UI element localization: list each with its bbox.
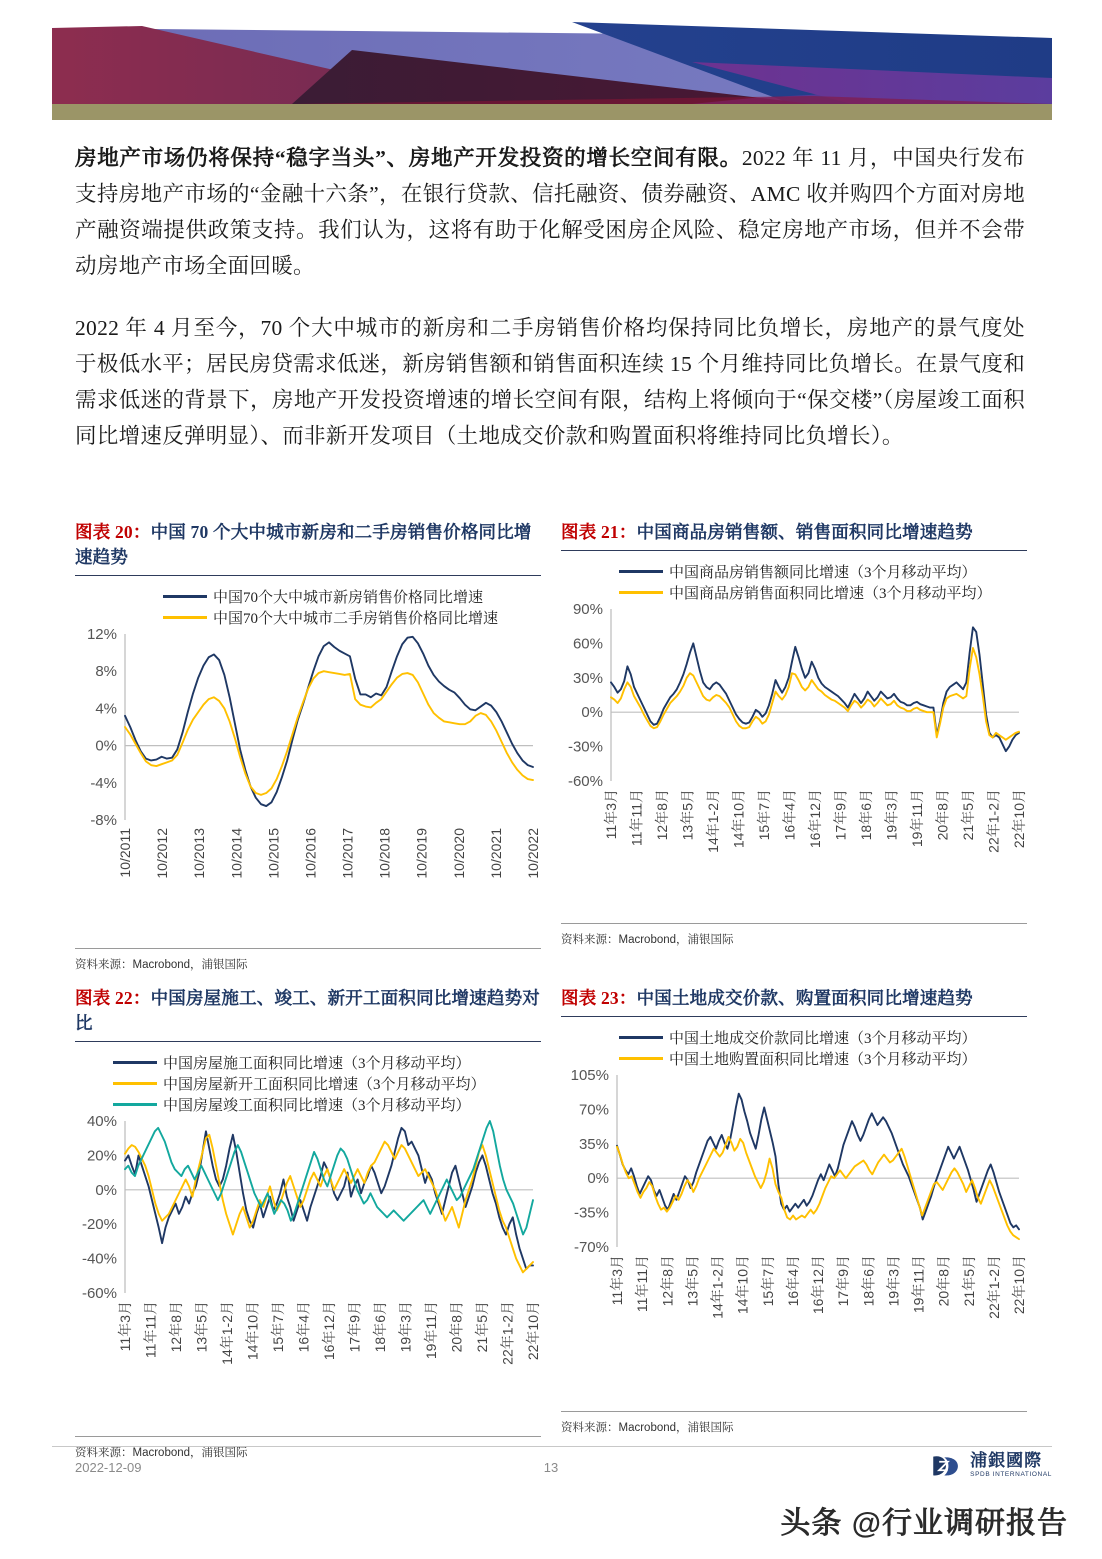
chart-plot-fig23 [561,1069,1027,1369]
x-axis-tick-label: 19年3月 [885,1255,902,1307]
chart-title-text-fig21: 中国商品房销售额、销售面积同比增速趋势 [636,522,973,542]
chart-source-fig21: 资料来源：Macrobond，浦银国际 [561,923,1027,947]
logo-text-en: SPDB INTERNATIONAL [970,1471,1052,1478]
legend-item [589,582,1027,603]
x-axis-tick-label: 10/2021 [487,828,504,879]
chart-series-line-0 [617,1094,1019,1230]
x-axis-tick-label: 18年6月 [858,789,874,841]
chart-title-fig20 [75,520,541,570]
x-axis-tick-label: 11年3月 [603,789,619,840]
y-axis-tick-label: -70% [573,1239,609,1256]
chart-card-fig21 [561,520,1027,972]
x-axis-tick-label: 20年8月 [934,789,951,841]
legend-label: 中国房屋施工面积同比增速（3个月移动平均） [163,1056,471,1072]
chart-title-fig22 [75,986,541,1036]
x-axis-tick-label: 16年12月 [810,1255,826,1315]
x-axis-tick-label: 10/2011 [117,828,133,878]
legend-swatch-icon [619,1057,663,1061]
x-axis-tick-label: 10/2016 [302,828,319,879]
x-axis-tick-label: 20年8月 [448,1301,465,1353]
chart-body-fig21 [561,553,1027,921]
chart-legend-fig21 [561,553,1027,603]
x-axis-tick-label: 13年5月 [679,789,696,841]
legend-item [103,586,541,607]
paragraph-1 [75,140,1025,284]
x-axis-tick-label: 13年5月 [193,1301,210,1353]
footer-page-number: 13 [543,1460,559,1475]
chart-series-line-1 [611,648,1019,740]
page-footer [0,1452,1102,1496]
y-axis-tick-label: 8% [95,663,117,681]
legend-swatch-icon [619,591,663,595]
x-axis-tick-label: 19年3月 [397,1301,414,1353]
legend-label: 中国土地成交价款同比增速（3个月移动平均） [669,1031,977,1047]
legend-item [103,1073,541,1094]
x-axis-tick-label: 19年11月 [910,1255,927,1314]
y-axis-tick-label: 35% [578,1135,609,1153]
x-axis-tick-label: 11年3月 [117,1301,133,1352]
y-axis-tick-label: 60% [572,635,603,653]
legend-swatch-icon [619,570,663,574]
legend-swatch-icon [113,1061,157,1065]
x-axis-tick-label: 12年8月 [654,789,670,841]
y-axis-tick-label: 30% [572,669,603,687]
x-axis-tick-label: 10/2017 [339,828,356,879]
y-axis-tick-label: 90% [572,603,603,618]
chart-figure-label-fig22: 图表 22： [75,988,151,1008]
header-banner [52,22,1052,120]
chart-title-text-fig22: 中国房屋施工、竣工、新开工面积同比增速趋势对比 [75,988,540,1033]
chart-series-line-0 [125,637,533,806]
company-logo [929,1452,1052,1479]
legend-swatch-icon [163,595,207,599]
x-axis-tick-label: 16年12月 [321,1301,337,1361]
chart-legend-fig20 [75,578,541,628]
chart-legend-fig22 [75,1044,541,1115]
legend-swatch-icon [163,616,207,620]
x-axis-tick-label: 10/2013 [191,828,208,879]
x-axis-tick-label: 14年1-2月 [709,1255,726,1319]
x-axis-tick-label: 12年8月 [168,1301,184,1353]
x-axis-tick-label: 22年1-2月 [985,1255,1002,1319]
x-axis-tick-label: 16年4月 [784,1255,801,1307]
x-axis-tick-label: 22年1-2月 [499,1301,516,1365]
x-axis-tick-label: 22年1-2月 [985,789,1002,853]
y-axis-tick-label: 0% [95,1181,117,1199]
chart-card-fig22 [75,986,541,1460]
chart-body-fig23 [561,1019,1027,1409]
y-axis-tick-label: 4% [95,700,117,718]
charts-grid [75,520,1027,1474]
x-axis-tick-label: 21年5月 [474,1301,490,1353]
x-axis-tick-label: 19年11月 [423,1301,439,1360]
chart-rule-fig22 [75,1041,541,1042]
legend-item [103,1052,541,1073]
chart-rule-fig23 [561,1016,1027,1017]
chart-source-fig23: 资料来源：Macrobond，浦银国际 [561,1411,1027,1435]
logo-text-cn: 浦銀國際 [970,1451,1043,1470]
chart-series-line-1 [617,1137,1019,1239]
y-axis-tick-label: -40% [81,1250,117,1268]
x-axis-tick-label: 16年4月 [781,789,798,841]
y-axis-tick-label: 105% [570,1069,609,1084]
legend-item [589,1048,1027,1069]
spdb-logo-icon [929,1453,963,1479]
chart-series-line-0 [611,627,1019,751]
legend-label: 中国房屋新开工面积同比增速（3个月移动平均） [163,1077,486,1093]
y-axis-tick-label: -4% [90,774,117,792]
footer-date: 2022-12-09 [75,1460,142,1475]
x-axis-tick-label: 15年7月 [759,1255,776,1307]
chart-rule-fig21 [561,550,1027,551]
legend-label: 中国70个大中城市二手房销售价格同比增速 [213,611,499,627]
x-axis-tick-label: 18年6月 [860,1255,877,1307]
legend-swatch-icon [619,1036,663,1040]
chart-title-fig23 [561,986,1027,1011]
x-axis-tick-label: 11年11月 [628,789,645,847]
x-axis-tick-label: 20年8月 [935,1255,952,1307]
x-axis-tick-label: 22年10月 [1011,1255,1027,1315]
legend-label: 中国商品房销售额同比增速（3个月移动平均） [669,565,977,581]
y-axis-tick-label: -8% [90,812,117,829]
chart-series-line-1 [125,1135,533,1273]
x-axis-tick-label: 22年10月 [1011,789,1027,849]
x-axis-tick-label: 14年10月 [244,1301,261,1361]
x-axis-tick-label: 11年11月 [142,1301,159,1359]
chart-body-fig20 [75,578,541,946]
legend-item [589,1027,1027,1048]
paragraph-1-text: 2022 年 11 月，中国央行发布支持房地产市场的“金融十六条”，在银行贷款、信托融资、债券融资、AMC 收并购四个方面对房地产融资端提供政策支持。我们认为，这将有助于化解受困房企风险、稳定房地产市场，但并不会带动房地产市场全面回暖。 [75,146,1025,278]
chart-plot-fig20 [75,628,541,928]
x-axis-tick-label: 13年5月 [684,1255,701,1307]
watermark-text: 头条 @行业调研报告 [780,1507,1068,1540]
y-axis-tick-label: -20% [81,1216,117,1234]
legend-swatch-icon [113,1082,157,1086]
article-body [75,140,1025,480]
x-axis-tick-label: 14年1-2月 [219,1301,235,1365]
chart-body-fig22 [75,1044,541,1434]
paragraph-1-lead: 房地产市场仍将保持“稳字当头”、房地产开发投资的增长空间有限。 [75,146,742,170]
chart-plot-fig22 [75,1115,541,1415]
y-axis-tick-label: 20% [86,1147,117,1165]
x-axis-tick-label: 14年1-2月 [705,789,721,853]
chart-card-fig20 [75,520,541,972]
x-axis-tick-label: 12年8月 [659,1255,676,1307]
legend-item [589,561,1027,582]
x-axis-tick-label: 10/2012 [154,828,171,879]
chart-card-fig23 [561,986,1027,1460]
x-axis-tick-label: 21年5月 [960,1255,977,1307]
y-axis-tick-label: 0% [581,704,603,722]
paragraph-2-text: 2022 年 4 月至今，70 个大中城市的新房和二手房销售价格均保持同比负增长，房地产的景气度处于极低水平；居民房贷需求低迷，新房销售额和销售面积连续 15 个月维持同比负增长。在景气度和需求低迷的背景下，房地产开发投资增速的增长空间有限，结构上将倾向于“保交楼”（房屋竣工面积同比增速反弹明显）、而非新开发项目（土地成交价款和购置面积将维持同比负增长）。 [75,316,1025,448]
chart-figure-label-fig23: 图表 23： [561,988,637,1008]
x-axis-tick-label: 10/2022 [525,828,541,879]
y-axis-tick-label: 12% [86,628,117,643]
chart-source-fig22: 资料来源：Macrobond，浦银国际 [75,1436,541,1460]
x-axis-tick-label: 17年9月 [346,1301,363,1353]
x-axis-tick-label: 19年3月 [883,789,900,841]
chart-series-line-0 [125,1128,533,1269]
y-axis-tick-label: 0% [95,737,117,755]
x-axis-tick-label: 10/2019 [413,828,430,879]
x-axis-tick-label: 15年7月 [756,789,772,841]
chart-legend-fig23 [561,1019,1027,1069]
chart-row-2 [75,986,1027,1460]
y-axis-tick-label: -30% [567,738,603,756]
chart-row-1 [75,520,1027,972]
legend-label: 中国商品房销售面积同比增速（3个月移动平均） [669,586,992,602]
chart-series-line-1 [125,671,533,795]
legend-item [103,1094,541,1115]
x-axis-tick-label: 11年11月 [634,1255,651,1313]
chart-plot-fig21 [561,603,1027,903]
legend-label: 中国土地购置面积同比增速（3个月移动平均） [669,1052,977,1068]
chart-figure-label-fig20: 图表 20： [75,522,151,542]
x-axis-tick-label: 17年9月 [835,1255,852,1307]
y-axis-tick-label: 70% [578,1101,609,1119]
legend-label: 中国70个大中城市新房销售价格同比增速 [213,590,484,606]
x-axis-tick-label: 11年3月 [609,1255,625,1306]
x-axis-tick-label: 17年9月 [832,789,849,841]
y-axis-tick-label: -60% [81,1285,117,1302]
legend-item [103,607,541,628]
x-axis-tick-label: 10/2018 [376,828,393,879]
x-axis-tick-label: 16年4月 [295,1301,312,1353]
footer-divider [52,1446,1052,1447]
chart-rule-fig20 [75,575,541,576]
x-axis-tick-label: 19年11月 [909,789,925,848]
paragraph-2 [75,310,1025,454]
chart-title-fig21 [561,520,1027,545]
x-axis-tick-label: 22年10月 [525,1301,541,1361]
y-axis-tick-label: -35% [573,1204,609,1222]
x-axis-tick-label: 16年12月 [807,789,823,849]
chart-title-text-fig23: 中国土地成交价款、购置面积同比增速趋势 [636,988,973,1008]
x-axis-tick-label: 15年7月 [270,1301,286,1353]
x-axis-tick-label: 10/2014 [228,828,245,879]
x-axis-tick-label: 21年5月 [960,789,976,841]
legend-swatch-icon [113,1103,157,1107]
x-axis-tick-label: 10/2015 [265,828,282,879]
y-axis-tick-label: -60% [567,773,603,790]
chart-figure-label-fig21: 图表 21： [561,522,637,542]
chart-source-fig20: 资料来源：Macrobond，浦银国际 [75,948,541,972]
y-axis-tick-label: 0% [587,1170,609,1188]
x-axis-tick-label: 10/2020 [450,828,467,879]
y-axis-tick-label: 40% [86,1115,117,1130]
legend-label: 中国房屋竣工面积同比增速（3个月移动平均） [163,1098,471,1114]
banner-graphic [52,22,1052,120]
x-axis-tick-label: 14年10月 [734,1255,751,1315]
chart-title-text-fig20: 中国 70 个大中城市新房和二手房销售价格同比增速趋势 [75,522,532,567]
x-axis-tick-label: 14年10月 [730,789,747,849]
x-axis-tick-label: 18年6月 [372,1301,388,1353]
